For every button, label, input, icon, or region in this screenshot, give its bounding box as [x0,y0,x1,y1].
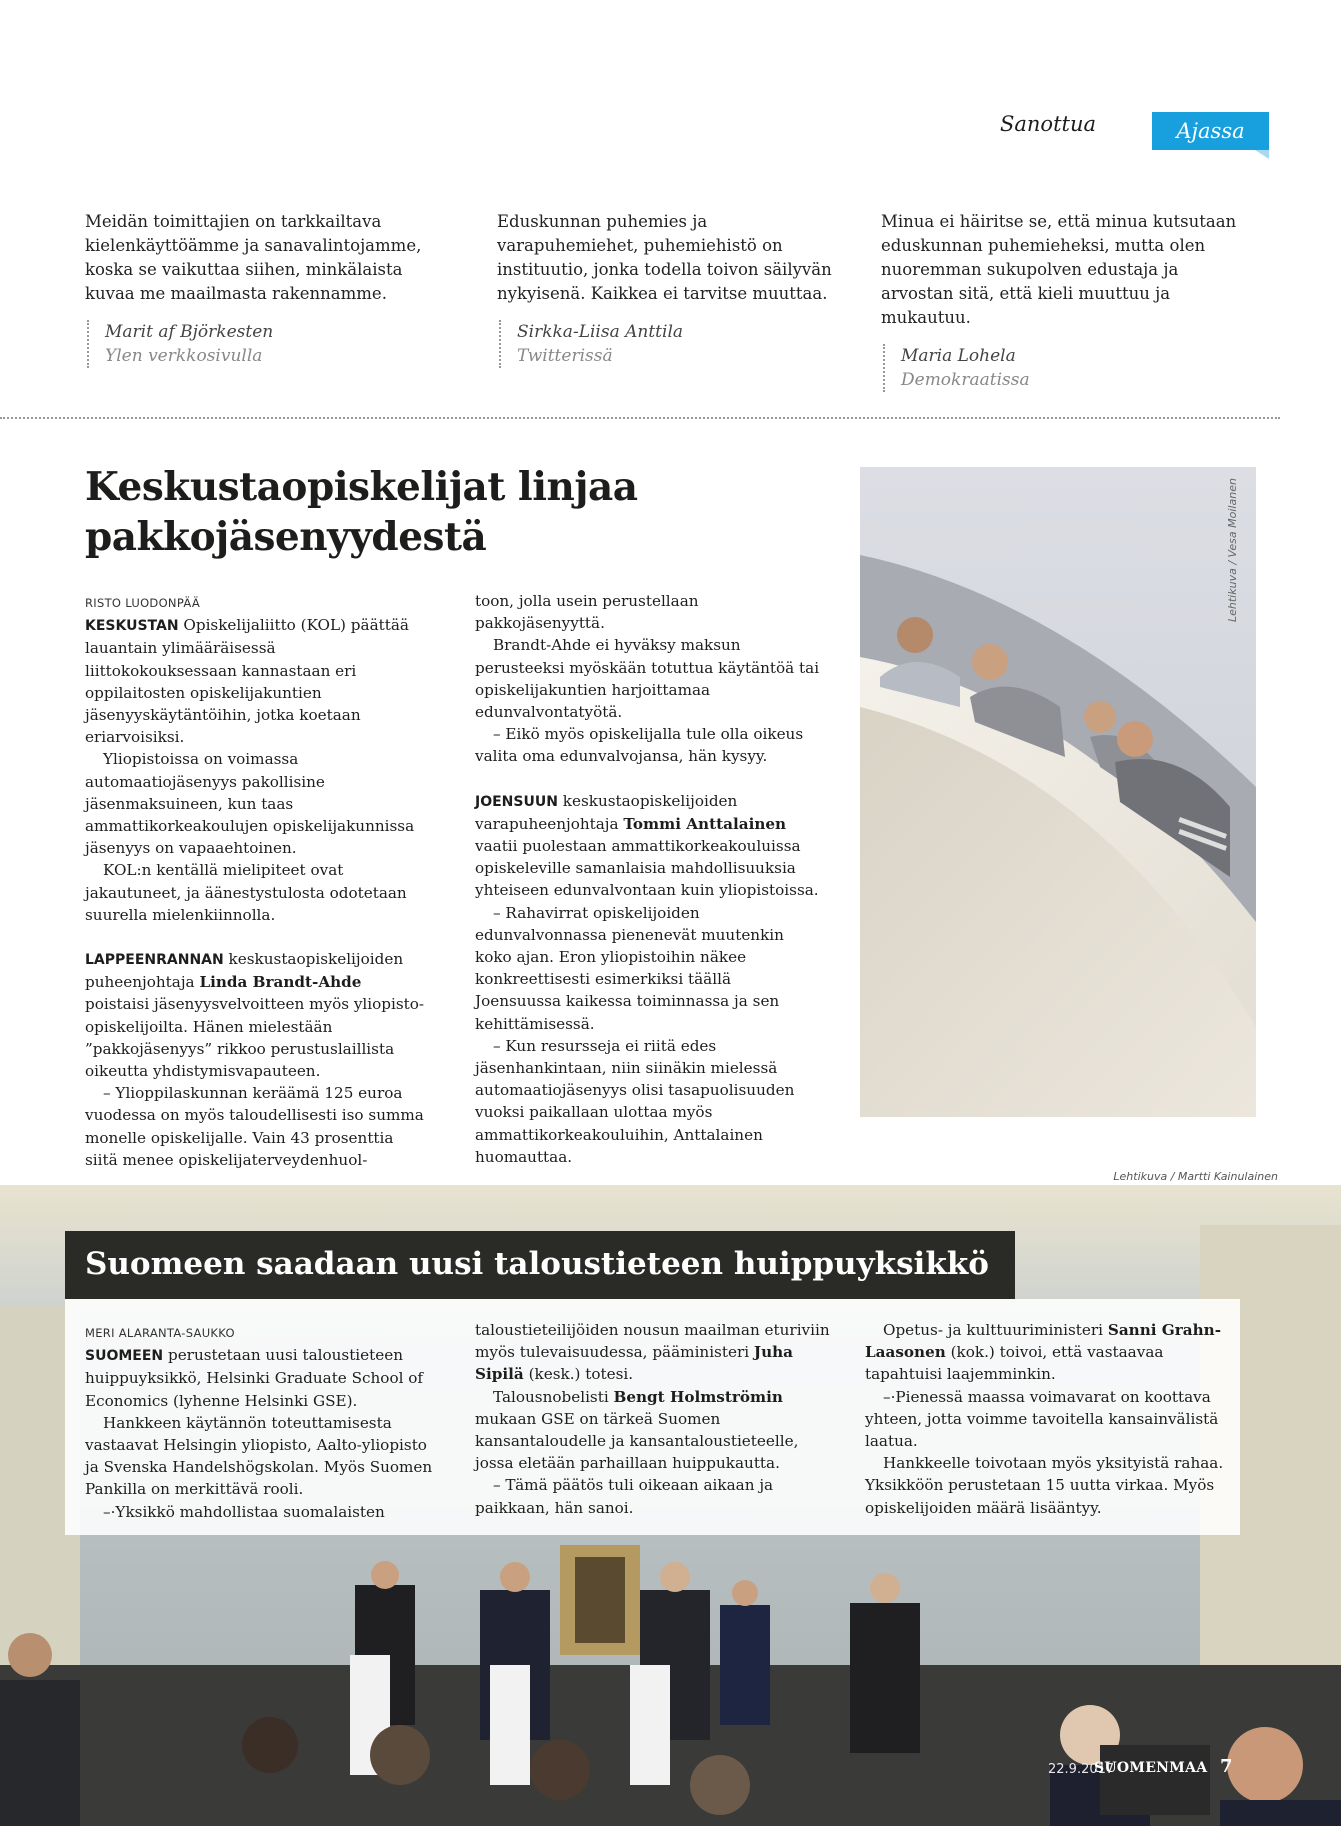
article-byline: MERI ALARANTA-SAUKKO [85,1326,235,1340]
quote-text: Meidän toimittajien on tarkkailtava kielenkäyttöämme ja sanavalintojamme, koska se vaikuttaa siihen, minkälaista kuvaa me maailmasta rakennamme. [85,212,422,303]
article-column-2 [475,590,820,1168]
paragraph [475,1386,835,1475]
quote-1 [85,210,435,368]
quote-origin: Twitterissä [517,346,613,366]
paragraph-text: mukaan GSE on tärkeä Suomen kansantaloudelle ja kansantaloustieteelle, jossa eletään parhaillaan huippukautta. [475,1409,799,1473]
quote-text: Eduskunnan puhemies ja varapuhemiehet, puhemiehistö on instituutio, jonka todella toivon säilyvän nykyisenä. Kaikkea ei tarvitse muuttaa. [497,212,832,303]
article-headline: Suomeen saadaan uusi taloustieteen huippuyksikkö [85,1246,989,1282]
article-photo-students [860,467,1256,1117]
paragraph-text: keskustaopiskelijoiden varapuheenjohtaja [475,791,738,833]
lead-word: LAPPEENRANNAN [85,952,224,969]
person-name: Juha Sipilä [475,1343,794,1384]
publication-name: SUOMENMAA [1094,1760,1208,1776]
article-byline: RISTO LUODONPÄÄ [85,596,200,610]
person-name: Linda Brandt-Ahde [199,973,362,992]
section-tab-ajassa: Ajassa [1152,112,1269,150]
section-divider [0,417,1280,419]
quote-source [499,320,837,368]
photo-credit: Lehtikuva / Vesa Moilanen [1226,478,1239,622]
paragraph-text: (kesk.) totesi. [523,1365,634,1384]
paragraph-text: Opetus- ja kulttuuriministeri [883,1321,1108,1339]
lead-word: KESKUSTAN [85,618,179,635]
paragraph-text: vaatii puolestaan ammattikorkeakouluissa opiskeleville samanlaisia mahdollisuuksia yhteiseen edunvalvontaan kuin yliopistoissa. [475,837,819,900]
paragraph-text: taloustieteilijöiden nousun maailman eturiviin myös tulevaisuudessa, pääministeri [475,1321,830,1362]
quote-text: Minua ei häiritse se, että minua kutsutaan eduskunnan puhemieheksi, mutta olen nuoremman sukupolven edustaja ja arvostan sitä, että kieli muuttuu ja mukautuu. [881,212,1237,327]
quote-source [883,344,1246,392]
paragraph: – Eikö myös opiskelijalla tule olla oikeus valita oma edunvalvojansa, hän kysyy. [475,725,804,766]
paragraph-text: Talousnobelisti [493,1387,614,1406]
paragraph: – Tämä päätös tuli oikeaan aikaan ja paikkaan, hän sanoi. [475,1476,774,1517]
paragraph: – Kun resursseja ei riitä edes jäsenhankintaan, niin siinäkin mielessä automaatiojäsenyys olisi tasapuolisuuden vuoksi paikallaan ulottaa myös ammattikorkeakouluihin, Anttalainen huomauttaa. [475,1036,795,1166]
quote-author: Marit af Björkesten [105,322,274,342]
paragraph [85,1344,435,1412]
paragraph: – Ylioppilaskunnan keräämä 125 euroa vuodessa on myös taloudellisesti iso summa monelle opiskelijalle. Vain 43 prosenttia siitä menee opiskelijaterveydenhuol- [85,1084,424,1169]
article-column-1 [85,592,430,1171]
quote-source [87,320,435,368]
quote-author: Maria Lohela [901,346,1016,366]
paragraph [865,1319,1225,1386]
quote-origin: Ylen verkkosivulla [105,346,263,366]
person-name: Bengt Holmströmin [613,1387,783,1406]
lead-word: JOENSUUN [475,793,558,810]
article-column-3 [865,1319,1225,1519]
paragraph: –·Pienessä maassa voimavarat on koottava yhteen, jotta voimme tavoitella kansainvälistä laatua. [865,1387,1219,1451]
paragraph [475,1319,835,1386]
paragraph: –·Yksikkö mahdollistaa suomalaisten [103,1502,385,1521]
paragraph [85,614,430,748]
quote-author: Sirkka-Liisa Anttila [517,322,684,342]
photo-credit: Lehtikuva / Martti Kainulainen [1113,1170,1278,1183]
quote-origin: Demokraatissa [901,370,1030,390]
students-photo-illustration [860,467,1256,1117]
paragraph-text: perustetaan uusi taloustieteen huippuyksikkö, Helsinki Graduate School of Economics (lyhenne Helsinki GSE). [85,1346,424,1410]
section-tab-sanottua: Sanottua [1000,112,1096,136]
paragraph-text: Opiskelijaliitto (KOL) päättää lauantain ylimääräisessä liittokokouksessaan kannastaan eri oppilaitosten opiskelijakuntien jäsenyyskäytäntöihin, jotka koetaan eriarvoisiksi. [85,616,409,747]
paragraph: Hankkeen käytännön toteuttamisesta vastaavat Helsingin yliopisto, Aalto-yliopisto ja Svenska Handelshögskolan. Myös Suomen Pankilla on merkittävä rooli. [85,1413,433,1499]
page-number: 7 [1220,1756,1233,1777]
paragraph [475,790,820,902]
article-column-1 [85,1322,435,1523]
article-column-2 [475,1319,835,1519]
paragraph-text: (kok.) toivoi, että vastaavaa tapahtuisi laajemminkin. [865,1343,1164,1384]
quote-2 [497,210,837,368]
paragraph: KOL:n kentällä mielipiteet ovat jakautuneet, ja äänestystulosta odotetaan suurella mielenkiinnolla. [85,861,407,924]
quote-3 [881,210,1246,392]
paragraph: toon, jolla usein perustellaan pakkojäsenyyttä. [475,592,699,633]
paragraph [85,948,430,1082]
issue-date: 22.9.2017 [1048,1762,1115,1777]
paragraph: Brandt-Ahde ei hyväksy maksun perusteeksi myöskään totuttua käytäntöä tai opiskelijakuntien harjoittamaa edunvalvontatyötä. [475,636,820,722]
paragraph: Yliopistoissa on voimassa automaatiojäsenyys pakollisine jäsenmaksuineen, kun taas ammattikorkeakoulujen opiskelijakunnissa jäsenyys on vapaaehtoinen. [85,750,415,858]
paragraph-text: poistaisi jäsenyysvelvoitteen myös yliopisto-opiskelijoilta. Hänen mielestään ”pakkojäsenyys” rikkoo perustuslaillista oikeutta yhdistymisvapauteen. [85,995,425,1081]
person-name: Sanni Grahn-Laasonen [865,1321,1222,1362]
person-name: Tommi Anttalainen [623,814,787,833]
paragraph: Hankkeelle toivotaan myös yksityistä rahaa. Yksikköön perustetaan 15 uutta virkaa. Myös opiskelijoiden määrä lisääntyy. [865,1454,1224,1517]
article-headline: Keskustaopiskelijat linjaa pakkojäsenyydestä [85,464,638,560]
paragraph: – Rahavirrat opiskelijoiden edunvalvonnassa pienenevät muutenkin koko ajan. Eron yliopistoihin näkee konkreettisesti esimerkiksi täällä Joensuussa kaikessa toiminnassa ja sen kehittämisessä. [475,903,784,1033]
lead-word: SUOMEEN [85,1348,164,1365]
paragraph-text: keskustaopiskelijoiden puheenjohtaja [85,950,404,992]
tab-tail-decoration [1255,150,1269,159]
